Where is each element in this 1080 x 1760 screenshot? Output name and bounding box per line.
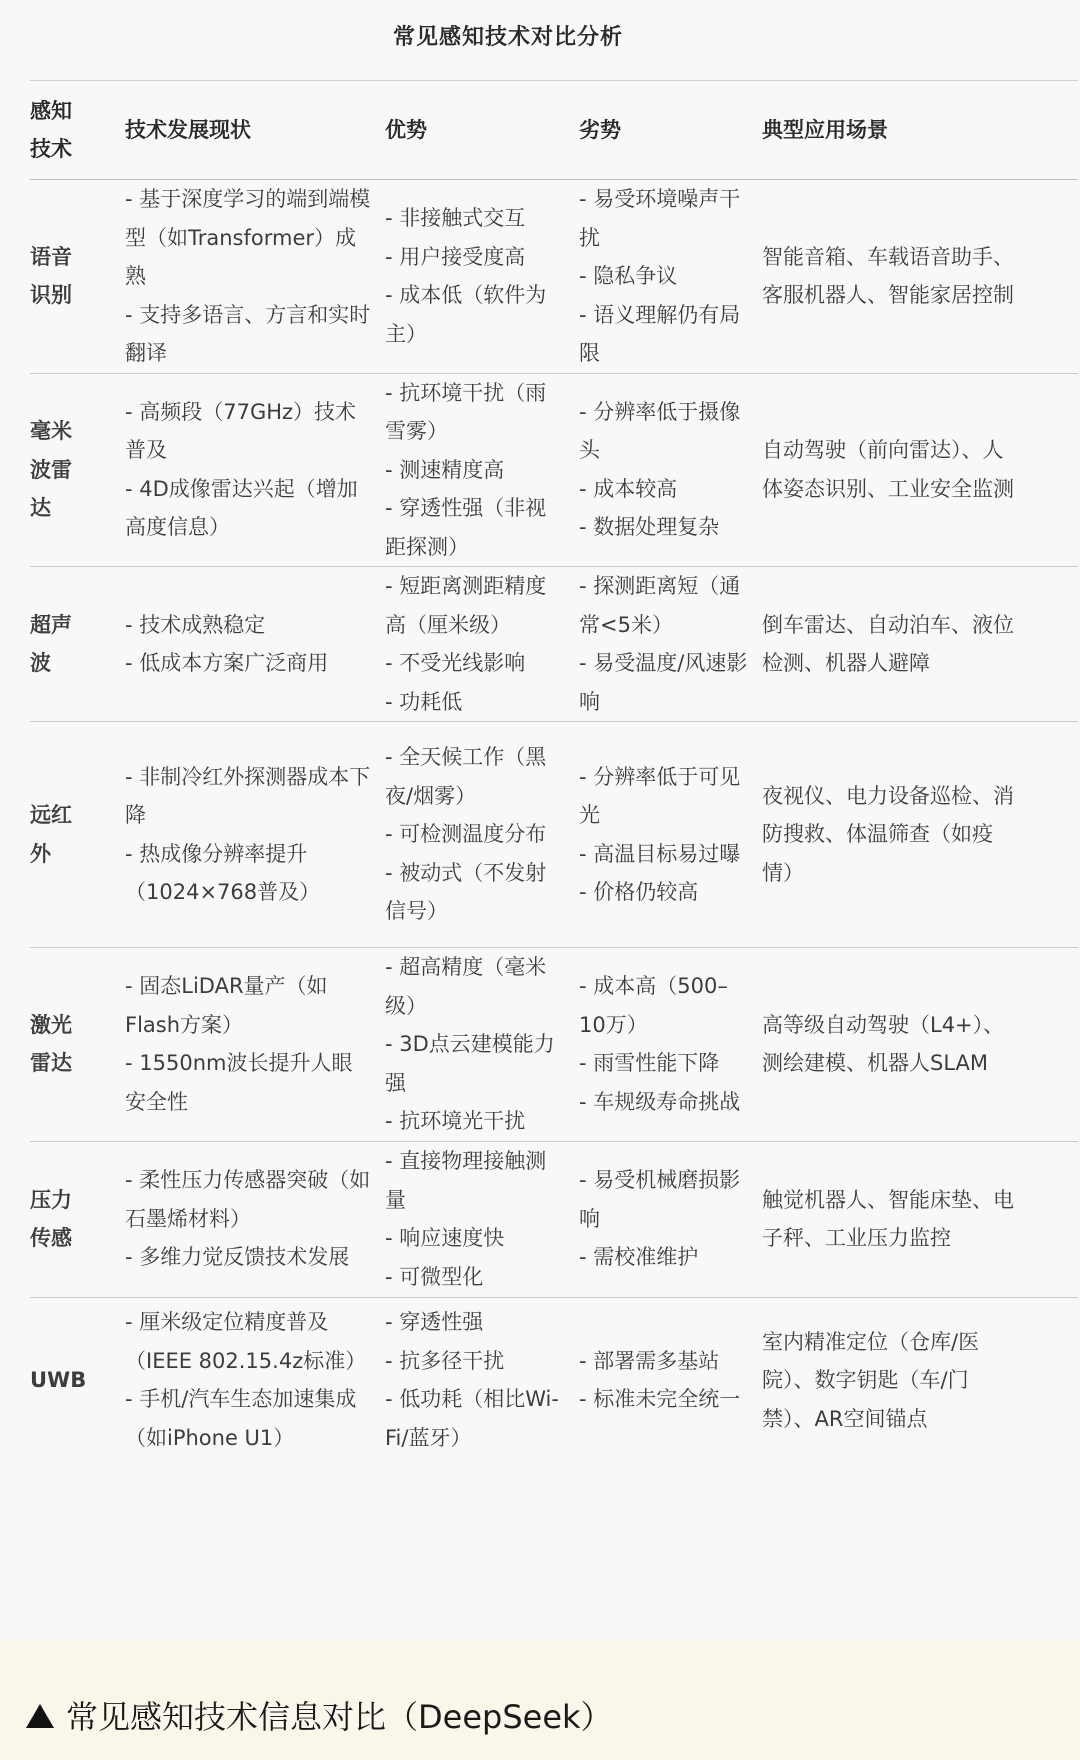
cell-dis-line: - 隐私争议 [579, 264, 678, 288]
cell-app-text: 高等级自动驾驶（L4+）、测绘建模、机器人SLAM [762, 1012, 1005, 1076]
cell-dev-line: - 技术成熟稳定 [125, 612, 266, 637]
cell-dev-line: - 基于深度学习的端到端模型（如Transformer）成熟 [125, 187, 371, 288]
cell-adv-line: - 可检测温度分布 [385, 822, 547, 847]
comparison-table [30, 80, 1078, 1463]
cell-tech [30, 948, 125, 1142]
cell-adv-line: - 超高精度（毫米级） [385, 955, 547, 1018]
cell-dev [125, 180, 385, 374]
cell-app [762, 1141, 1078, 1297]
cell-dev [125, 722, 385, 948]
cell-dev-line: - 热成像分辨率提升（1024×768普及） [125, 841, 321, 904]
cell-adv-line: - 3D点云建模能力强 [385, 1032, 555, 1095]
cell-adv-line: - 成本低（软件为主） [385, 283, 547, 346]
cell-tech-line: 外 [30, 841, 51, 866]
cell-dev-line: - 多维力觉反馈技术发展 [125, 1245, 350, 1270]
cell-tech-line: 达 [30, 496, 51, 520]
cell-dis-line: - 探测距离短（通常<5米） [579, 574, 741, 637]
cell-tech-line: 雷达 [30, 1051, 72, 1076]
cell-tech-line: 语音 [30, 244, 72, 269]
cell-tech-line: 毫米 [30, 419, 72, 443]
cell-tech [30, 373, 125, 567]
triangle-up-icon [26, 1704, 54, 1728]
cell-dis [579, 1141, 762, 1297]
cell-adv-line: - 抗环境干扰（雨雪雾） [385, 380, 547, 443]
cell-dis-line: - 分辨率低于可见光 [579, 764, 741, 827]
cell-dev-line: - 支持多语言、方言和实时翻译 [125, 302, 371, 365]
cell-tech [30, 1297, 125, 1463]
cell-adv-line: - 全天候工作（黑夜/烟雾） [385, 745, 547, 808]
cell-tech-line: 超声 [30, 612, 72, 637]
cell-dev [125, 948, 385, 1142]
figure-caption: 常见感知技术信息对比（DeepSeek） [66, 1698, 613, 1736]
cell-dis [579, 180, 762, 374]
cell-dis-line: - 分辨率低于摄像头 [579, 399, 741, 463]
cell-adv [385, 1297, 579, 1463]
cell-tech-line: 传感 [30, 1226, 72, 1250]
cell-tech-line: UWB [30, 1368, 87, 1392]
header-tech [30, 81, 125, 180]
cell-dev [125, 1141, 385, 1297]
cell-dev-line: - 非制冷红外探测器成本下降 [125, 764, 371, 827]
cell-tech [30, 180, 125, 374]
cell-dis-line: - 易受温度/风速影响 [579, 651, 748, 714]
cell-dev [125, 1297, 385, 1463]
cell-dev [125, 373, 385, 567]
table-row [30, 373, 1078, 567]
cell-dis-line: - 标准未完全统一 [579, 1387, 741, 1412]
cell-adv-line: - 直接物理接触测量 [385, 1149, 547, 1212]
cell-adv-line: - 测速精度高 [385, 457, 505, 482]
header-adv: 优势 [385, 81, 579, 180]
table-row [30, 1297, 1078, 1463]
cell-adv-line: - 穿透性强 [385, 1310, 484, 1335]
cell-adv-line: - 低功耗（相比Wi-Fi/蓝牙） [385, 1387, 559, 1450]
cell-tech [30, 1141, 125, 1297]
cell-dis [579, 373, 762, 567]
cell-app [762, 373, 1078, 567]
cell-tech-line: 远红 [30, 803, 72, 827]
cell-dis-line: - 雨雪性能下降 [579, 1051, 720, 1076]
cell-adv [385, 567, 579, 722]
table-row [30, 180, 1078, 374]
header-tech-label: 感知技术 [30, 98, 72, 161]
cell-app-text: 夜视仪、电力设备巡检、消防搜救、体温筛查（如疫情） [762, 783, 1014, 885]
cell-dis-line: - 部署需多基站 [579, 1348, 720, 1373]
cell-app-text: 触觉机器人、智能床垫、电子秤、工业压力监控 [762, 1187, 1014, 1250]
cell-dev-line: - 4D成像雷达兴起（增加高度信息） [125, 476, 358, 540]
cell-dev-line: - 厘米级定位精度普及（IEEE 802.15.4z标准） [125, 1310, 367, 1373]
cell-adv-line: - 用户接受度高 [385, 244, 526, 269]
cell-adv-line: - 抗多径干扰 [385, 1348, 505, 1373]
cell-dis [579, 567, 762, 722]
page-title: 常见感知技术对比分析 [392, 25, 623, 50]
cell-dev-line: - 1550nm波长提升人眼安全性 [125, 1051, 353, 1114]
cell-dis-line: - 易受机械磨损影响 [579, 1168, 741, 1231]
cell-adv-line: - 响应速度快 [385, 1226, 505, 1250]
cell-dis-line: - 成本高（500–10万） [579, 974, 728, 1037]
cell-app-text: 倒车雷达、自动泊车、液位检测、机器人避障 [762, 612, 1014, 675]
cell-app-text: 室内精准定位（仓库/医院）、数字钥匙（车/门禁）、AR空间锚点 [762, 1329, 980, 1431]
cell-dis [579, 948, 762, 1142]
cell-app [762, 948, 1078, 1142]
cell-dis-line: - 语义理解仍有局限 [579, 302, 741, 365]
cell-dis-line: - 价格仍较高 [579, 880, 699, 904]
cell-dev-line: - 高频段（77GHz）技术普及 [125, 399, 357, 463]
cell-adv [385, 373, 579, 567]
cell-tech-line: 波 [30, 651, 51, 675]
cell-dis-line: - 数据处理复杂 [579, 515, 720, 540]
cell-tech [30, 567, 125, 722]
cell-tech-line: 压力 [30, 1187, 72, 1212]
header-app: 典型应用场景 [762, 81, 1078, 180]
cell-dis-line: - 需校准维护 [579, 1245, 699, 1270]
cell-dev-line: - 固态LiDAR量产（如Flash方案） [125, 974, 328, 1037]
cell-tech-line: 激光 [30, 1012, 72, 1037]
cell-adv [385, 180, 579, 374]
cell-dis-line: - 车规级寿命挑战 [579, 1089, 741, 1114]
cell-tech-line: 波雷 [30, 457, 72, 482]
cell-adv-line: - 短距离测距精度高（厘米级） [385, 574, 547, 637]
cell-app [762, 722, 1078, 948]
table-row [30, 948, 1078, 1142]
cell-dis-line: - 成本较高 [579, 476, 678, 501]
cell-app [762, 180, 1078, 374]
cell-dis-line: - 易受环境噪声干扰 [579, 187, 741, 250]
cell-dis [579, 1297, 762, 1463]
cell-adv-line: - 非接触式交互 [385, 206, 526, 231]
table-row [30, 1141, 1078, 1297]
cell-dev [125, 567, 385, 722]
caption-bar [0, 1640, 1080, 1760]
cell-app [762, 567, 1078, 722]
cell-tech [30, 722, 125, 948]
cell-adv-line: - 不受光线影响 [385, 651, 526, 675]
cell-app-text: 自动驾驶（前向雷达）、人体姿态识别、工业安全监测 [762, 438, 1014, 501]
cell-adv-line: - 抗环境光干扰 [385, 1109, 526, 1133]
cell-adv-line: - 被动式（不发射信号） [385, 860, 547, 924]
cell-dev-line: - 低成本方案广泛商用 [125, 651, 329, 675]
header-dis: 劣势 [579, 81, 762, 180]
cell-adv-line: - 功耗低 [385, 689, 463, 714]
cell-dev-line: - 手机/汽车生态加速集成（如iPhone U1） [125, 1387, 357, 1450]
table-row [30, 722, 1078, 948]
header-dev: 技术发展现状 [125, 81, 385, 180]
cell-dis [579, 722, 762, 948]
table-row [30, 567, 1078, 722]
table-header-row [30, 81, 1078, 180]
cell-dis-line: - 高温目标易过曝 [579, 841, 741, 866]
cell-app-text: 智能音箱、车载语音助手、客服机器人、智能家居控制 [762, 244, 1014, 308]
cell-app [762, 1297, 1078, 1463]
cell-adv [385, 1141, 579, 1297]
cell-adv [385, 948, 579, 1142]
cell-adv-line: - 可微型化 [385, 1264, 484, 1289]
cell-adv [385, 722, 579, 948]
cell-dev-line: - 柔性压力传感器突破（如石墨烯材料） [125, 1168, 371, 1231]
cell-tech-line: 识别 [30, 283, 72, 308]
cell-adv-line: - 穿透性强（非视距探测） [385, 496, 547, 559]
